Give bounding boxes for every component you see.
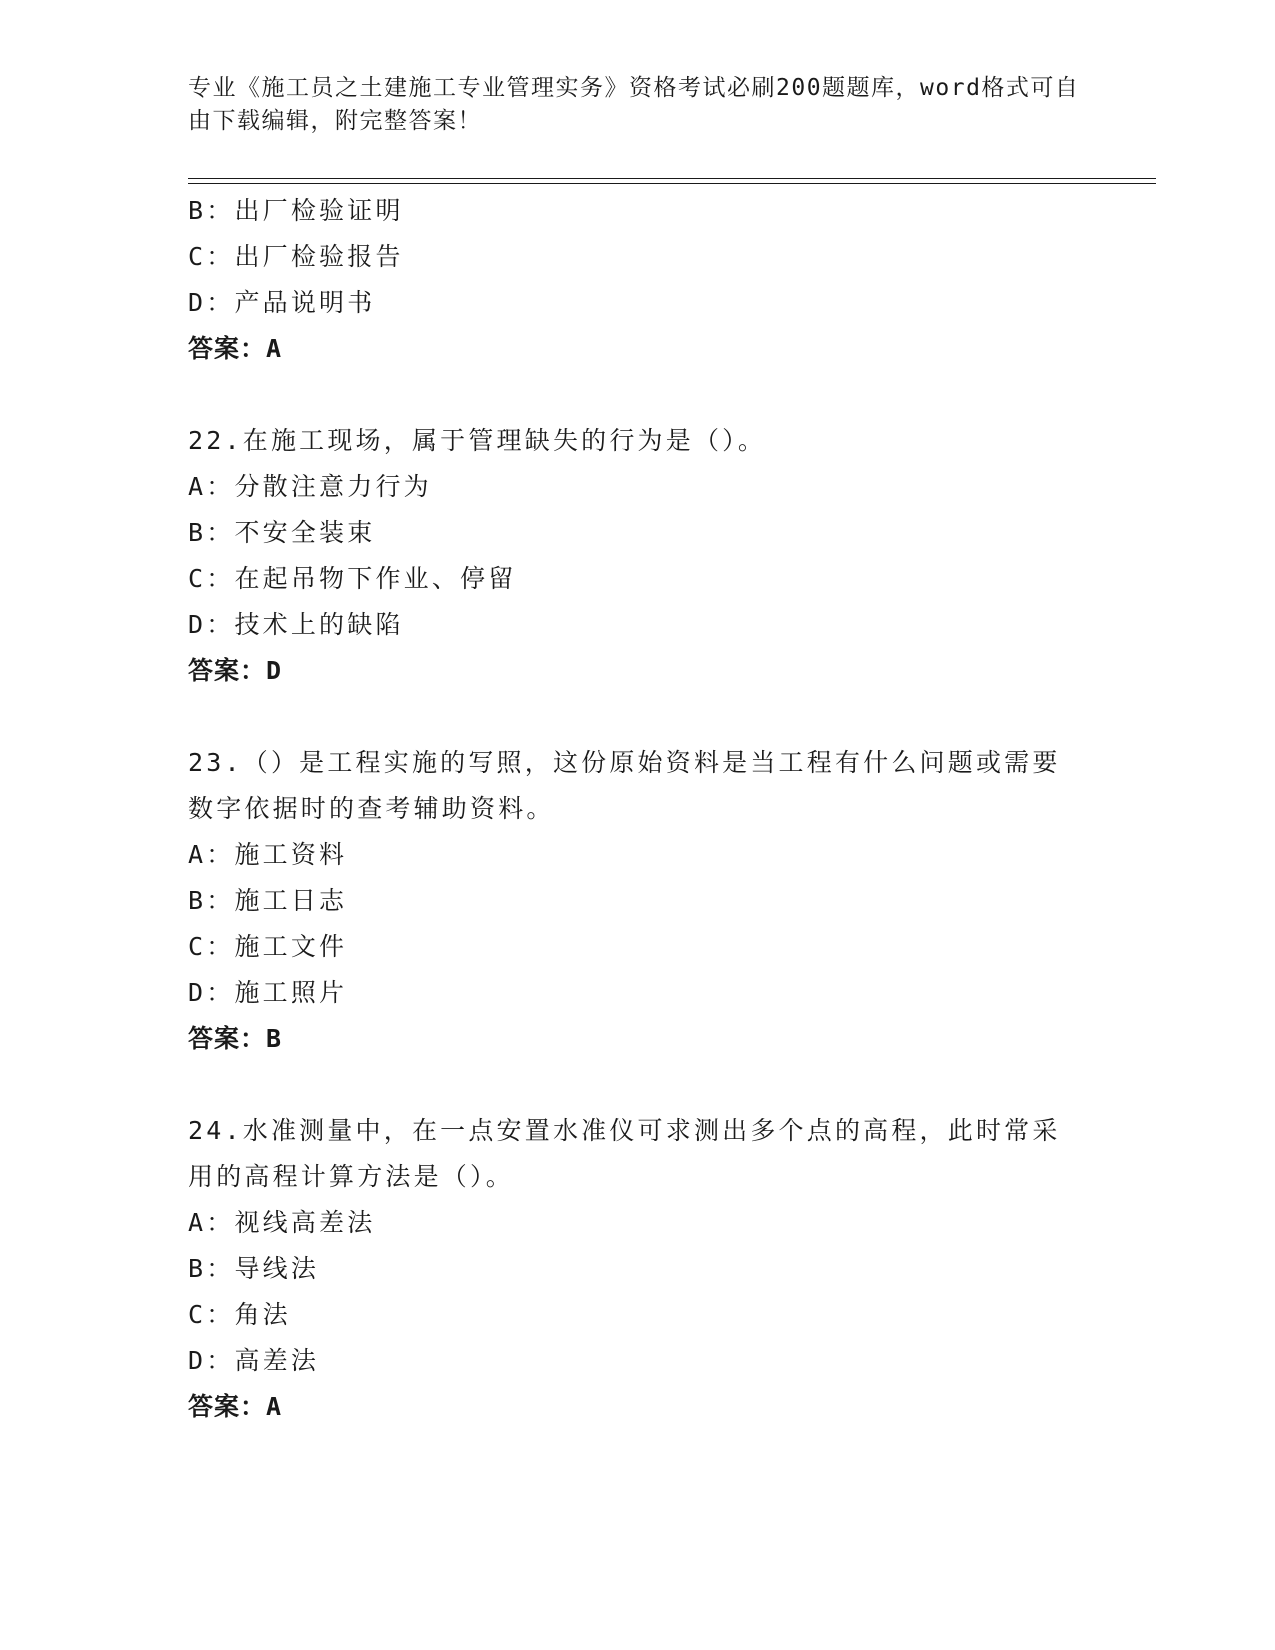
answer: 答案：D [188, 656, 283, 685]
option-d: D：产品说明书 [188, 288, 376, 317]
header-divider-bottom [188, 183, 1156, 184]
option-d: D：施工照片 [188, 978, 348, 1007]
spacer [188, 1062, 1088, 1108]
question-21 [188, 188, 1088, 372]
option-a: A：视线高差法 [188, 1208, 376, 1237]
option-b: B：不安全装束 [188, 518, 376, 547]
option-c: C：角法 [188, 1300, 291, 1329]
spacer [188, 694, 1088, 740]
spacer [188, 372, 1088, 418]
question-22 [188, 418, 1088, 694]
option-a: A：施工资料 [188, 840, 348, 869]
option-c: C：施工文件 [188, 932, 348, 961]
option-a: A：分散注意力行为 [188, 472, 432, 501]
header-divider-top [188, 178, 1156, 179]
option-c: C：出厂检验报告 [188, 242, 404, 271]
option-b: B：施工日志 [188, 886, 348, 915]
option-c: C：在起吊物下作业、停留 [188, 564, 517, 593]
question-23 [188, 740, 1088, 1062]
option-d: D：技术上的缺陷 [188, 610, 404, 639]
option-b: B：导线法 [188, 1254, 320, 1283]
question-list [188, 188, 1088, 1430]
option-b: B：出厂检验证明 [188, 196, 404, 225]
answer: 答案：A [188, 1392, 283, 1421]
question-24 [188, 1108, 1088, 1430]
question-text: 23.（）是工程实施的写照，这份原始资料是当工程有什么问题或需要数字依据时的查考辅助资料。 [188, 748, 1061, 823]
question-text: 22.在施工现场，属于管理缺失的行为是（）。 [188, 426, 767, 455]
document-header: 专业《施工员之土建施工专业管理实务》资格考试必刷200题题库，word格式可自由下载编辑，附完整答案！ [188, 75, 1080, 134]
option-d: D：高差法 [188, 1346, 320, 1375]
answer: 答案：B [188, 1024, 283, 1053]
question-text: 24.水准测量中，在一点安置水准仪可求测出多个点的高程，此时常采用的高程计算方法是（）。 [188, 1116, 1061, 1191]
answer: 答案：A [188, 334, 283, 363]
